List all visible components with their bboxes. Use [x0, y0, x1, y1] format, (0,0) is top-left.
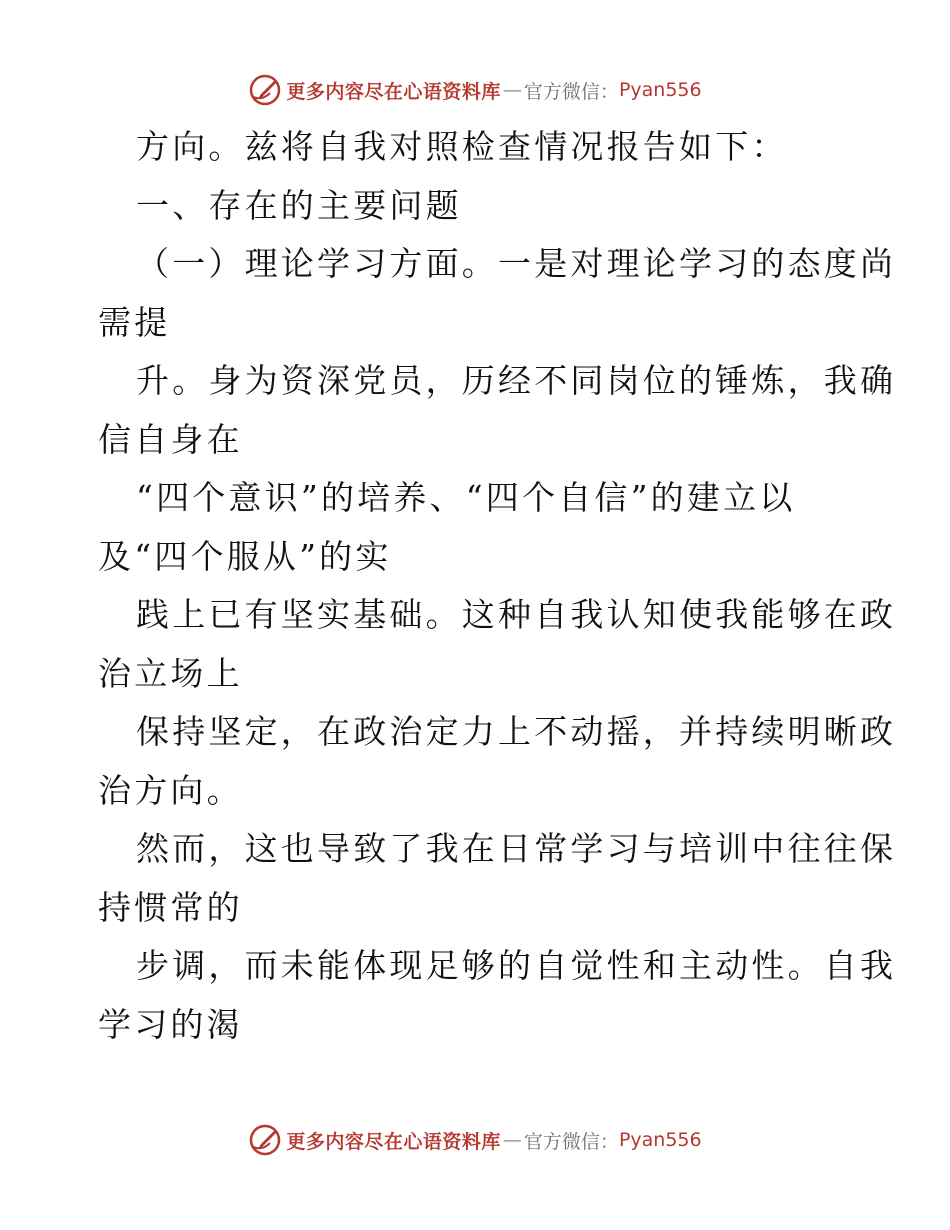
text-line: 及“四个服从”的实: [98, 536, 392, 576]
text-line: 治立场上: [98, 653, 243, 693]
text-line: 持惯常的: [98, 887, 243, 927]
text-line: 然而，这也导致了我在日常学习与培训中往往保: [136, 829, 897, 868]
pen-logo-icon: [248, 73, 282, 107]
text-line: （一）理论学习方面。一是对理论学习的态度尚: [136, 244, 897, 283]
text-line: 践上已有坚实基础。这种自我认知使我能够在政: [136, 595, 897, 634]
watermark-dash: —: [502, 1129, 522, 1151]
footer-watermark: [0, 1122, 950, 1158]
pen-logo-icon: [248, 1123, 282, 1157]
text-line: 步调，而未能体现足够的自觉性和主动性。自我: [136, 946, 897, 985]
watermark-site: 更多内容尽在心语资料库: [286, 80, 501, 103]
text-line: 方向。兹将自我对照检查情况报告如下：: [136, 127, 788, 166]
text-line: 保持坚定，在政治定力上不动摇，并持续明晰政: [136, 712, 897, 751]
header-watermark: [0, 72, 950, 108]
text-line: 升。身为资深党员，历经不同岗位的锤炼，我确: [136, 361, 897, 400]
watermark-dash: —: [502, 79, 522, 101]
document-body: [98, 118, 897, 1054]
watermark-id: Pyan556: [618, 1129, 702, 1151]
watermark-official: 官方微信：: [523, 1130, 619, 1153]
text-line: “四个意识”的培养、“四个自信”的建立以: [136, 478, 796, 517]
text-line: 信自身在: [98, 419, 243, 459]
watermark-site: 更多内容尽在心语资料库: [286, 1130, 501, 1153]
section-heading: 一、存在的主要问题: [136, 185, 462, 225]
watermark-id: Pyan556: [618, 79, 702, 101]
text-line: 学习的渴: [98, 1004, 243, 1044]
text-line: 治方向。: [98, 770, 243, 810]
watermark-official: 官方微信：: [523, 80, 619, 103]
text-line: 需提: [98, 302, 171, 342]
